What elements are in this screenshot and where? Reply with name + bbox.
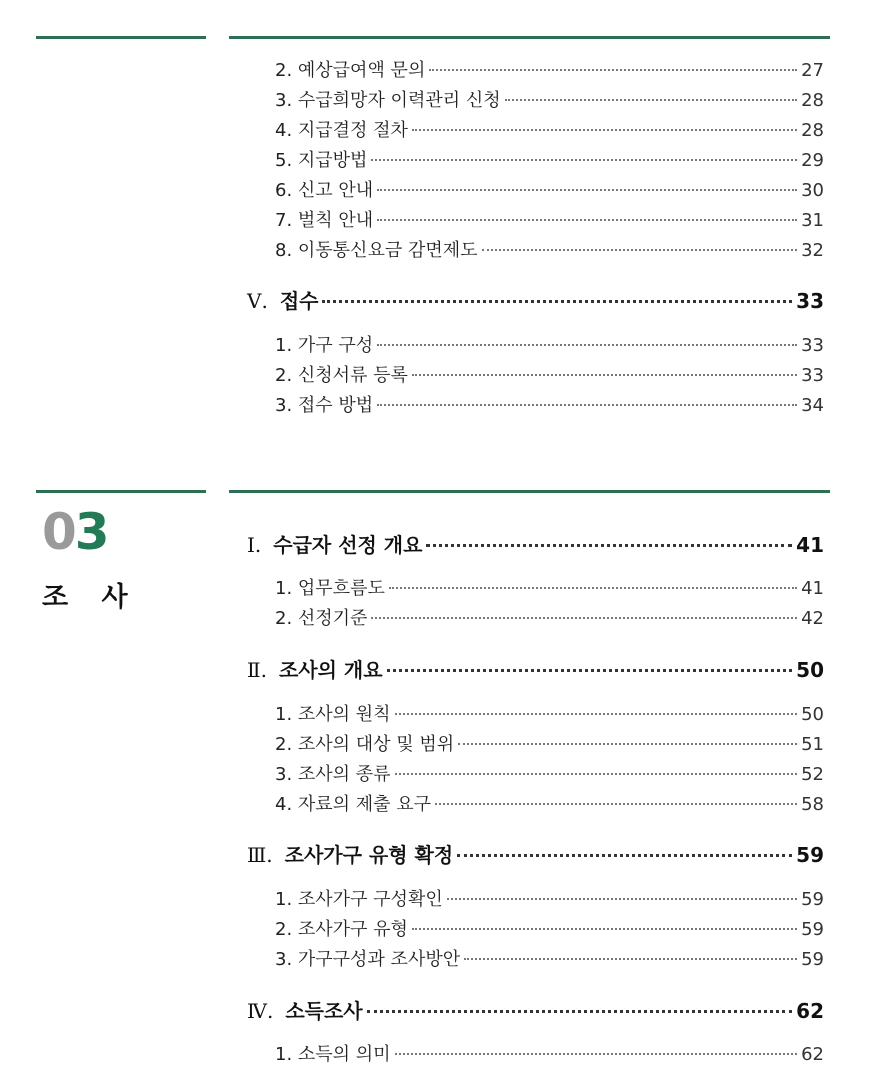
section-numeral: Ⅰ. <box>247 533 262 557</box>
section-label: 수급자 선정 개요 <box>273 533 423 557</box>
toc-item[interactable] <box>275 176 824 202</box>
left-rule-top <box>36 36 206 39</box>
toc-item-label: 2. 조사의 대상 및 범위 <box>275 734 455 755</box>
toc-item[interactable] <box>275 361 824 387</box>
toc-item-page: 32 <box>801 240 824 261</box>
dot-leader <box>412 374 797 376</box>
toc-item-label: 1. 업무흐름도 <box>275 578 385 599</box>
toc-item[interactable] <box>275 885 824 911</box>
toc-item-page: 29 <box>801 150 824 171</box>
toc-item[interactable] <box>275 604 824 630</box>
dot-leader <box>322 300 792 303</box>
toc-item-label: 3. 수급희망자 이력관리 신청 <box>275 90 501 111</box>
dot-leader <box>387 669 793 672</box>
toc-item-label: 5. 지급방법 <box>275 150 368 171</box>
dot-leader <box>412 129 797 131</box>
section-page: 41 <box>796 533 824 557</box>
dot-leader <box>377 189 797 191</box>
toc-item[interactable] <box>275 700 824 726</box>
dot-leader <box>377 404 797 406</box>
toc-item-label: 1. 소득의 의미 <box>275 1044 391 1065</box>
toc-item-page: 31 <box>801 210 824 231</box>
toc-item[interactable] <box>275 236 824 262</box>
toc-item-page: 41 <box>801 578 824 599</box>
toc-item-label: 3. 가구구성과 조사방안 <box>275 949 461 970</box>
toc-item-label: 2. 예상급여액 문의 <box>275 60 426 81</box>
chapter-number <box>42 502 108 562</box>
section-label: 조사가구 유형 확정 <box>284 843 454 867</box>
toc-item-label: 8. 이동통신요금 감면제도 <box>275 240 478 261</box>
toc-item-label: 2. 조사가구 유형 <box>275 919 408 940</box>
toc-item-page: 28 <box>801 120 824 141</box>
toc-section-v[interactable] <box>247 285 824 314</box>
dot-leader <box>395 773 798 775</box>
dot-leader <box>371 617 797 619</box>
toc-item-page: 62 <box>801 1044 824 1065</box>
dot-leader <box>464 958 797 960</box>
toc-section-i[interactable] <box>247 529 824 558</box>
toc-section-ii[interactable] <box>247 654 824 683</box>
toc-item-label: 3. 접수 방법 <box>275 395 374 416</box>
toc-item[interactable] <box>275 915 824 941</box>
section-numeral: Ⅴ. <box>247 289 268 313</box>
toc-item-label: 1. 조사의 원칙 <box>275 704 391 725</box>
section-page: 33 <box>796 289 824 313</box>
toc-item-label: 1. 가구 구성 <box>275 335 374 356</box>
toc-item-page: 51 <box>801 734 824 755</box>
toc-item[interactable] <box>275 146 824 172</box>
dot-leader <box>458 743 797 745</box>
toc-item-label: 4. 지급결정 절차 <box>275 120 408 141</box>
toc-item-page: 42 <box>801 608 824 629</box>
toc-item-page: 52 <box>801 764 824 785</box>
right-rule-chapter <box>229 490 830 493</box>
dot-leader <box>395 1053 798 1055</box>
section-label: 접수 <box>279 289 319 313</box>
chapter-title: 조 사 <box>42 582 140 613</box>
section-numeral: Ⅲ. <box>247 843 273 867</box>
toc-item-page: 50 <box>801 704 824 725</box>
section-numeral: Ⅳ. <box>247 999 274 1023</box>
toc-item[interactable] <box>275 331 824 357</box>
toc-item-label: 6. 신고 안내 <box>275 180 374 201</box>
dot-leader <box>435 803 797 805</box>
toc-item[interactable] <box>275 945 824 971</box>
toc-item[interactable] <box>275 391 824 417</box>
section-numeral: Ⅱ. <box>247 658 267 682</box>
toc-item-page: 34 <box>801 395 824 416</box>
toc-item[interactable] <box>275 760 824 786</box>
section-label: 소득조사 <box>285 999 363 1023</box>
toc-item-label: 4. 자료의 제출 요구 <box>275 794 432 815</box>
toc-item-page: 58 <box>801 794 824 815</box>
toc-item[interactable] <box>275 56 824 82</box>
section-page: 62 <box>796 999 824 1023</box>
dot-leader <box>377 344 797 346</box>
toc-item-page: 59 <box>801 919 824 940</box>
toc-item[interactable] <box>275 1040 824 1066</box>
dot-leader <box>447 898 797 900</box>
dot-leader <box>505 99 797 101</box>
dot-leader <box>429 69 797 71</box>
chapter-number-main: 3 <box>74 503 108 561</box>
dot-leader <box>457 854 792 857</box>
dot-leader <box>426 544 792 547</box>
dot-leader <box>395 713 798 715</box>
left-rule-chapter <box>36 490 206 493</box>
toc-section-iv[interactable] <box>247 995 824 1024</box>
toc-item-page: 30 <box>801 180 824 201</box>
section-label: 조사의 개요 <box>278 658 383 682</box>
toc-item-label: 1. 조사가구 구성확인 <box>275 889 443 910</box>
toc-item-page: 33 <box>801 365 824 386</box>
toc-section-iii[interactable] <box>247 839 824 868</box>
toc-item[interactable] <box>275 206 824 232</box>
toc-item-page: 27 <box>801 60 824 81</box>
chapter-number-prefix: 0 <box>42 503 75 561</box>
toc-item[interactable] <box>275 116 824 142</box>
dot-leader <box>371 159 797 161</box>
dot-leader <box>367 1010 793 1013</box>
toc-item-label: 3. 조사의 종류 <box>275 764 391 785</box>
section-page: 59 <box>796 843 824 867</box>
toc-item-page: 33 <box>801 335 824 356</box>
dot-leader <box>389 587 797 589</box>
dot-leader <box>377 219 797 221</box>
toc-item-label: 2. 신청서류 등록 <box>275 365 408 386</box>
toc-item[interactable] <box>275 790 824 816</box>
section-page: 50 <box>796 658 824 682</box>
toc-item[interactable] <box>275 86 824 112</box>
right-rule-top <box>229 36 830 39</box>
toc-item[interactable] <box>275 574 824 600</box>
toc-item-page: 28 <box>801 90 824 111</box>
toc-item[interactable] <box>275 730 824 756</box>
dot-leader <box>412 928 797 930</box>
toc-item-label: 2. 선정기준 <box>275 608 368 629</box>
toc-item-page: 59 <box>801 949 824 970</box>
toc-item-label: 7. 벌칙 안내 <box>275 210 374 231</box>
toc-item-page: 59 <box>801 889 824 910</box>
dot-leader <box>482 249 798 251</box>
